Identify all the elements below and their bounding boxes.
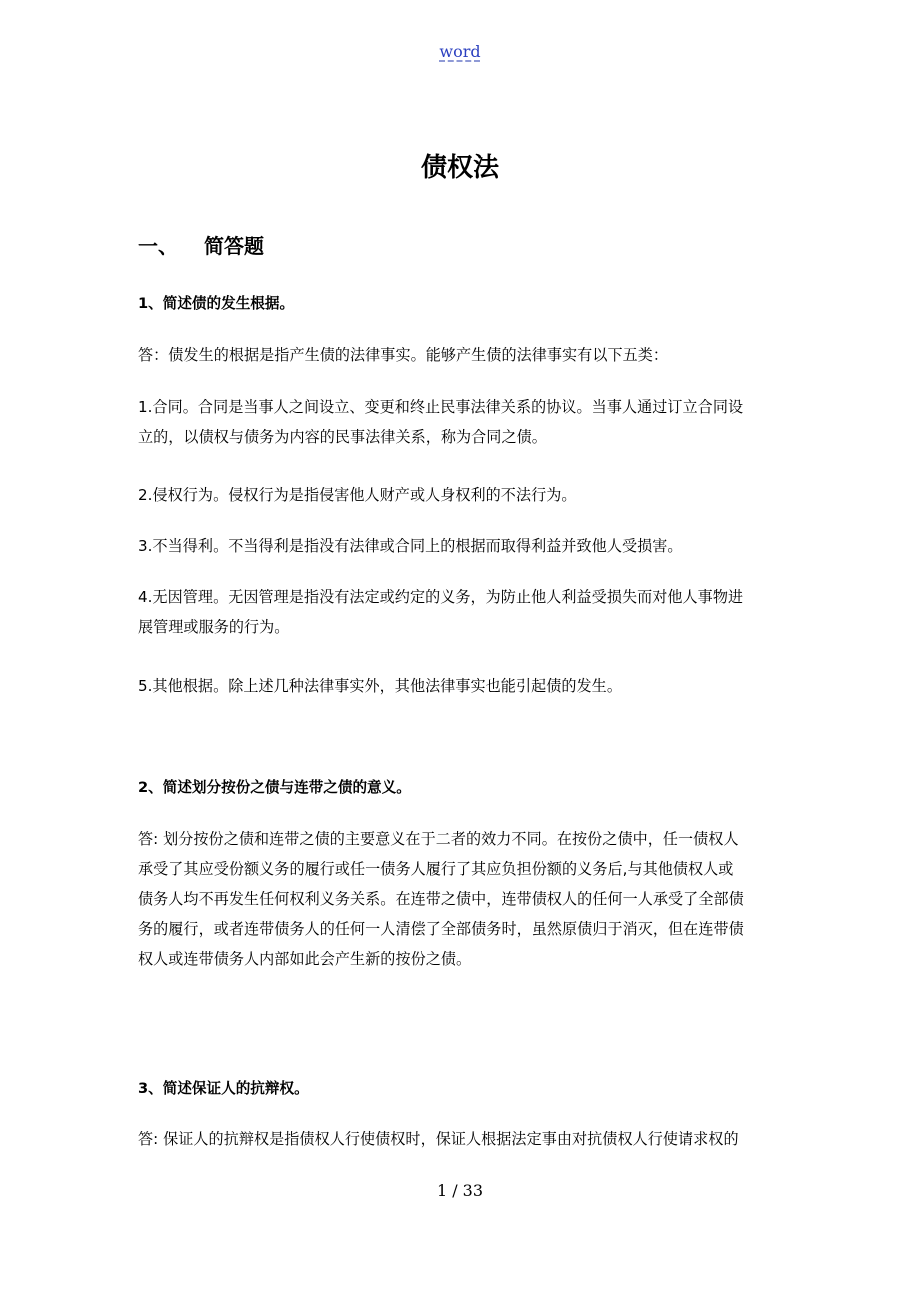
q1-item-3-line: 3.不当得利。不当得利是指没有法律或合同上的根据而取得利益并致他人受损害。 (138, 537, 683, 555)
question-2: 2、简述划分按份之债与连带之债的意义。 (138, 779, 411, 796)
document-title: 债权法 (420, 153, 499, 183)
q2-answer-line-4: 务的履行，或者连带债务人的任何一人清偿了全部债务时，虽然原债归于消灭，但在连带债 (138, 920, 744, 938)
q2-answer-line-5: 权人或连带债务人内部如此会产生新的按份之债。 (138, 950, 472, 968)
q2-answer (138, 824, 790, 974)
q1-item-4 (138, 582, 790, 642)
q2-answer-line-1: 答: 划分按份之债和连带之债的主要意义在于二者的效力不同。在按份之债中，任一债权人 (138, 830, 739, 848)
q1-item-1-line-1: 1.合同。合同是当事人之间设立、变更和终止民事法律关系的协议。当事人通过订立合同设 (138, 398, 744, 416)
q3-answer (138, 1124, 790, 1154)
page-number: 1 / 33 (436, 1181, 484, 1200)
question-3: 3、简述保证人的抗辩权。 (138, 1080, 309, 1097)
q1-answer-intro (138, 340, 790, 370)
q2-answer-line-2: 承受了其应受份额义务的履行或任一债务人履行了其应负担份额的义务后,与其他债权人或 (138, 860, 734, 878)
q1-item-5 (138, 671, 790, 701)
q1-item-4-line-2: 展管理或服务的行为。 (138, 618, 290, 636)
q2-answer-line-3: 债务人均不再发生任何权利义务关系。在连带之债中，连带债权人的任何一人承受了全部债 (138, 890, 744, 908)
q1-item-5-line: 5.其他根据。除上述几种法律事实外，其他法律事实也能引起债的发生。 (138, 677, 622, 695)
question-1: 1、简述债的发生根据。 (138, 295, 295, 312)
section-heading (138, 230, 264, 262)
q1-item-4-line-1: 4.无因管理。无因管理是指没有法定或约定的义务，为防止他人利益受损失而对他人事物进 (138, 588, 744, 606)
q1-answer-intro-line: 答：债发生的根据是指产生债的法律事实。能够产生债的法律事实有以下五类： (138, 346, 669, 364)
q1-item-1 (138, 392, 790, 452)
section-title: 简答题 (204, 234, 264, 258)
q1-item-2 (138, 480, 790, 510)
q1-item-1-line-2: 立的，以债权与债务为内容的民事法律关系，称为合同之债。 (138, 428, 547, 446)
q1-item-2-line: 2.侵权行为。侵权行为是指侵害他人财产或人身权利的不法行为。 (138, 486, 577, 504)
header-link-text[interactable]: word (439, 42, 481, 61)
q1-item-3 (138, 531, 790, 561)
section-number: 一、 (138, 234, 178, 258)
q3-answer-line-1: 答: 保证人的抗辩权是指债权人行使债权时，保证人根据法定事由对抗债权人行使请求权的 (138, 1130, 739, 1148)
header-word-link[interactable] (0, 41, 920, 63)
